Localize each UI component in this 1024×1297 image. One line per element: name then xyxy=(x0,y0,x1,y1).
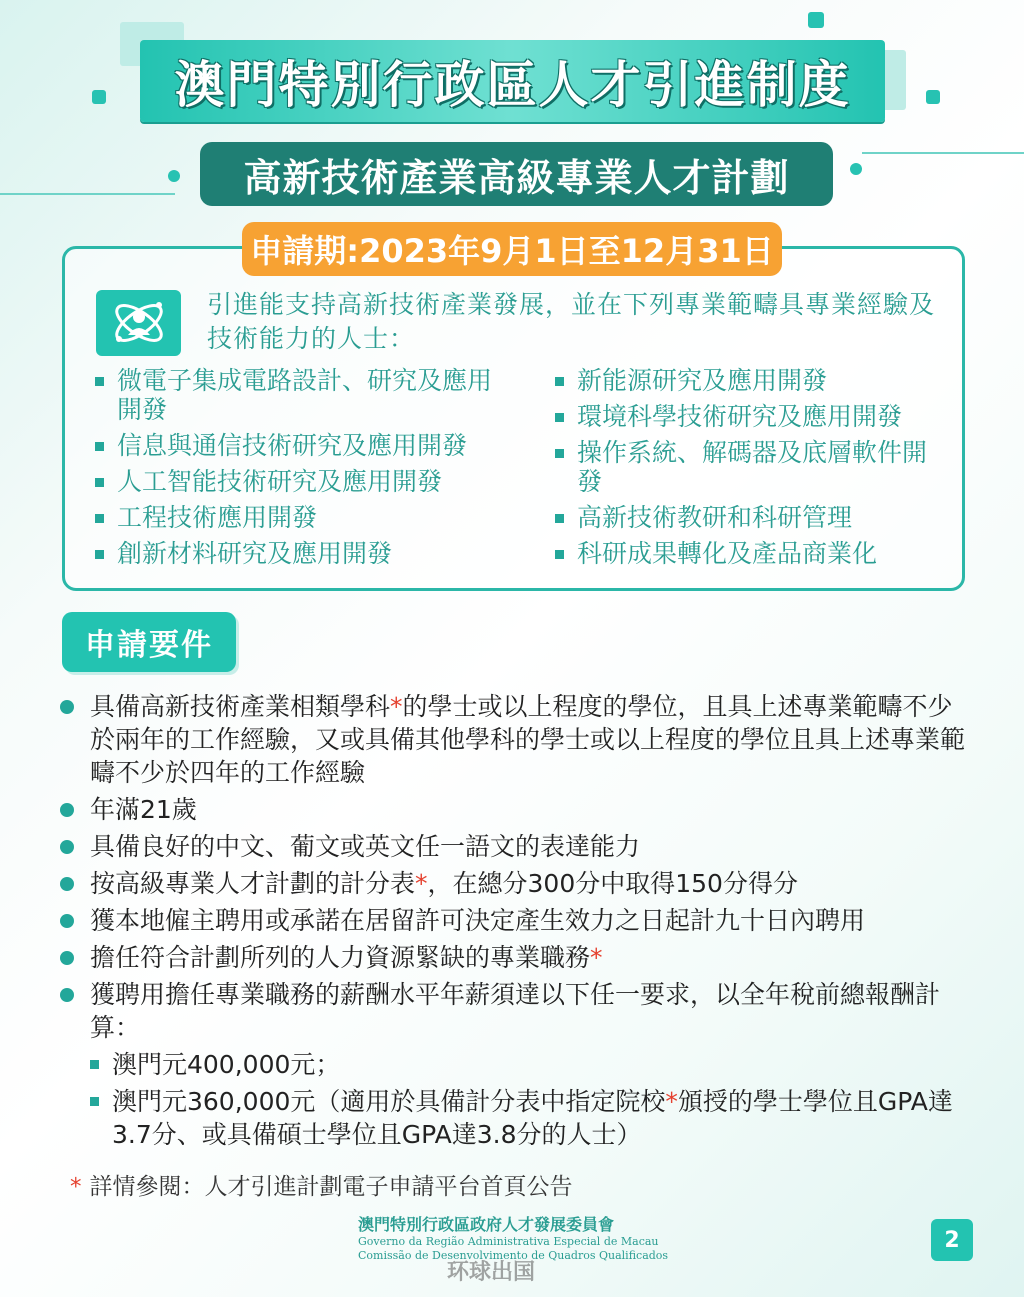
bullet-icon xyxy=(60,803,74,817)
list-item: 信息與通信技術研究及應用開發 xyxy=(95,431,515,460)
atom-person-icon xyxy=(96,290,181,356)
bullet-icon xyxy=(555,514,564,523)
page-subtitle: 高新技術產業高級專業人才計劃 xyxy=(243,155,790,200)
list-item: 微電子集成電路設計、研究及應用開發 xyxy=(95,366,515,424)
requirements-list xyxy=(56,690,966,1155)
list-item: 澳門元360,000元（適用於具備計分表中指定院校*頒授的學士學位且GPA達3.7分、或具備碩士學位且GPA達3.8分的人士） xyxy=(90,1085,966,1151)
requirements-heading-tab xyxy=(62,612,236,672)
decor-square xyxy=(926,90,940,104)
page-title: 澳門特別行政區人才引進制度 xyxy=(174,56,851,114)
bullet-icon xyxy=(95,442,104,451)
bullet-icon xyxy=(555,449,564,458)
list-item: 工程技術應用開發 xyxy=(95,503,515,532)
scope-list-right xyxy=(555,366,945,575)
scope-list-left xyxy=(95,366,515,575)
bullet-icon xyxy=(90,1097,99,1106)
footnote-text: 詳情參閱：人才引進計劃電子申請平台首頁公告 xyxy=(89,1174,573,1200)
decor-square xyxy=(92,90,106,104)
list-item: 操作系統、解碼器及底層軟件開發 xyxy=(555,438,945,496)
bullet-icon xyxy=(95,514,104,523)
list-item: 澳門元400,000元； xyxy=(90,1048,966,1081)
requirement-item: 年滿21歲 xyxy=(56,793,966,826)
footer-organization xyxy=(358,1212,758,1263)
salary-sublist xyxy=(90,1048,966,1151)
bullet-icon xyxy=(60,840,74,854)
bullet-icon xyxy=(555,413,564,422)
bullet-icon xyxy=(60,951,74,965)
application-period: 申請期:2023年9月1日至12月31日 xyxy=(250,232,774,270)
decor-line xyxy=(862,152,1024,154)
org-name-portuguese-2: Comissão de Desenvolvimento de Quadros Qualificados xyxy=(358,1249,669,1262)
footnote-star: * xyxy=(70,1174,82,1200)
bullet-icon xyxy=(60,877,74,891)
requirement-item: 獲聘用擔任專業職務的薪酬水平年薪須達以下任一要求，以全年稅前總報酬計算： 澳門元400,000元； 澳門元360,000元（適用於具備計分表中指定院校*頒授的學士學位且GPA達3.7分、或具備碩士學位且GPA達3.8分的人士） xyxy=(56,978,966,1151)
bullet-icon xyxy=(60,914,74,928)
list-item: 創新材料研究及應用開發 xyxy=(95,539,515,568)
bullet-icon xyxy=(95,550,104,559)
requirement-item: 具備高新技術產業相類學科*的學士或以上程度的學位，且具上述專業範疇不少於兩年的工作經驗，又或具備其他學科的學士或以上程度的學位且具上述專業範疇不少於四年的工作經驗 xyxy=(56,690,966,789)
bullet-icon xyxy=(90,1060,99,1069)
title-banner xyxy=(140,40,885,122)
watermark: 环球出国 xyxy=(447,1260,536,1285)
requirements-heading: 申請要件 xyxy=(85,628,213,663)
decor-dot xyxy=(850,163,862,175)
decor-line xyxy=(0,193,175,195)
requirement-item: 按高級專業人才計劃的計分表*，在總分300分中取得150分得分 xyxy=(56,867,966,900)
org-name-portuguese-1: Governo da Região Administrativa Especial de Macau xyxy=(358,1235,659,1248)
bullet-icon xyxy=(555,550,564,559)
bullet-icon xyxy=(95,478,104,487)
list-item: 人工智能技術研究及應用開發 xyxy=(95,467,515,496)
list-item: 環境科學技術研究及應用開發 xyxy=(555,402,945,431)
subtitle-banner xyxy=(200,142,833,206)
footnote xyxy=(70,1168,573,1201)
list-item: 高新技術教研和科研管理 xyxy=(555,503,945,532)
org-name-chinese: 澳門特別行政區政府人才發展委員會 xyxy=(358,1215,615,1234)
application-period-badge xyxy=(242,222,782,276)
list-item: 科研成果轉化及產品商業化 xyxy=(555,539,945,568)
bullet-icon xyxy=(60,700,74,714)
bullet-icon xyxy=(60,988,74,1002)
decor-square xyxy=(808,12,824,28)
decor-dot xyxy=(168,170,180,182)
page-number: 2 xyxy=(931,1219,973,1261)
requirement-item: 獲本地僱主聘用或承諾在居留許可決定產生效力之日起計九十日內聘用 xyxy=(56,904,966,937)
bullet-icon xyxy=(95,377,104,386)
requirement-item: 具備良好的中文、葡文或英文任一語文的表達能力 xyxy=(56,830,966,863)
list-item: 新能源研究及應用開發 xyxy=(555,366,945,395)
bullet-icon xyxy=(555,377,564,386)
requirement-item: 擔任符合計劃所列的人力資源緊缺的專業職務* xyxy=(56,941,966,974)
scope-intro: 引進能支持高新技術產業發展，並在下列專業範疇具專業經驗及技術能力的人士： xyxy=(207,290,936,353)
